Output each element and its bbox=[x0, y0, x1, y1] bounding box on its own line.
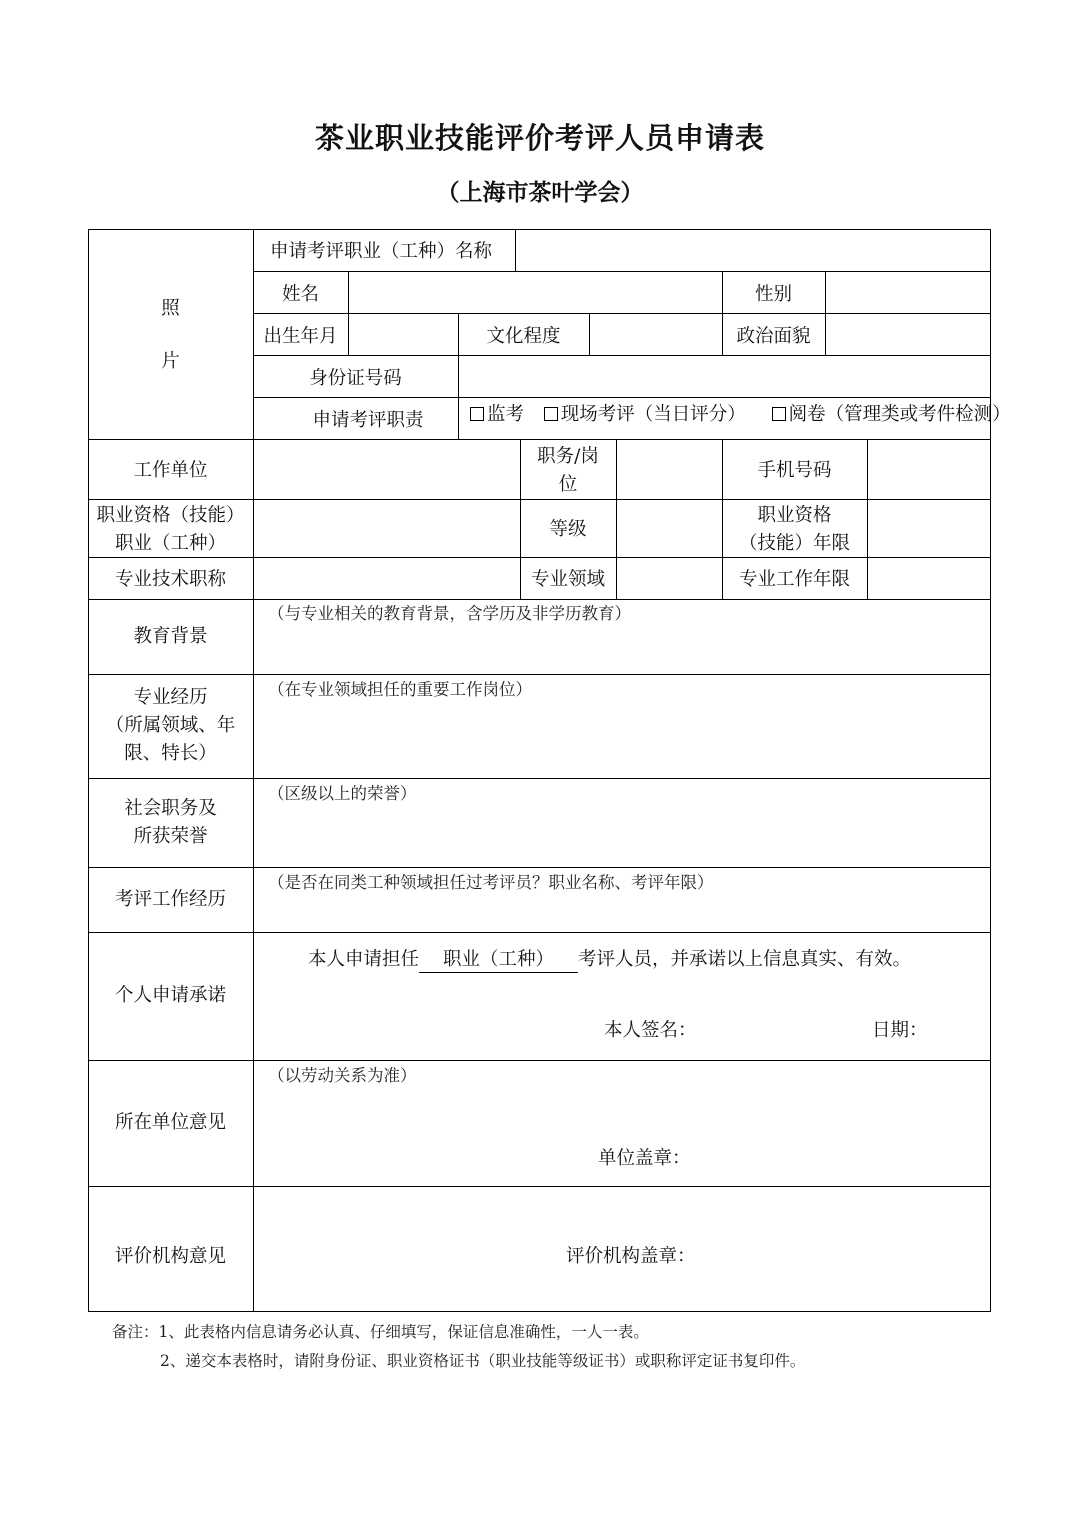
org-seal-label: 评价机构盖章： bbox=[566, 1246, 696, 1267]
duty-invigilation-checkbox[interactable]: 监考 bbox=[470, 404, 524, 425]
grade-label: 等级 bbox=[549, 519, 587, 540]
experience-hint: （在专业领域担任的重要工作岗位） bbox=[268, 680, 532, 699]
qualification-label-2: 职业（工种） bbox=[114, 533, 226, 554]
education-background-field[interactable] bbox=[257, 628, 986, 670]
qualification-field[interactable] bbox=[257, 504, 516, 552]
assessment-experience-label: 考评工作经历 bbox=[114, 889, 226, 910]
photo-label: 照 bbox=[161, 298, 180, 319]
social-field[interactable] bbox=[257, 808, 986, 863]
page-subtitle: （上海市茶叶学会） bbox=[436, 180, 644, 206]
id-number-label: 身份证号码 bbox=[309, 368, 402, 389]
phone-field[interactable] bbox=[871, 444, 986, 494]
org-opinion-field[interactable] bbox=[257, 1191, 986, 1236]
position-label: 职务/岗 bbox=[537, 446, 599, 467]
field-label: 专业领域 bbox=[530, 569, 605, 590]
education-level-label: 文化程度 bbox=[486, 326, 561, 347]
gender-field[interactable] bbox=[830, 276, 986, 308]
unit-opinion-label: 所在单位意见 bbox=[114, 1112, 226, 1133]
checkbox-icon bbox=[544, 407, 558, 421]
experience-label: 专业经历 bbox=[133, 687, 208, 708]
experience-label-3: 限、特长） bbox=[124, 743, 217, 764]
qualification-years-label: 职业资格 bbox=[757, 505, 832, 526]
position-label-2: 位 bbox=[558, 474, 578, 495]
work-unit-field[interactable] bbox=[257, 444, 516, 494]
social-hint: （区级以上的荣誉） bbox=[268, 784, 417, 803]
birth-label: 出生年月 bbox=[263, 326, 338, 347]
grade-field[interactable] bbox=[620, 504, 718, 552]
qualification-years-field[interactable] bbox=[871, 504, 986, 552]
phone-label: 手机号码 bbox=[757, 460, 832, 481]
tech-title-label: 专业技术职称 bbox=[114, 569, 226, 590]
occupation-name-field[interactable] bbox=[520, 236, 986, 268]
duty-label: 申请考评职责 bbox=[312, 410, 424, 431]
duty-options bbox=[470, 401, 1011, 429]
signature-field[interactable] bbox=[696, 1014, 856, 1046]
tech-title-field[interactable] bbox=[257, 562, 516, 594]
footnote-1: 备注：1、此表格内信息请务必认真、仔细填写，保证信息准确性，一人一表。 bbox=[112, 1323, 649, 1341]
duty-onsite-checkbox[interactable]: 现场考评（当日评分） bbox=[544, 404, 746, 425]
promise-statement: 本人申请担任 职业（工种） 考评人员，并承诺以上信息真实、有效。 bbox=[308, 946, 911, 974]
education-background-hint: （与专业相关的教育背景，含学历及非学历教育） bbox=[268, 604, 631, 623]
org-opinion-label: 评价机构意见 bbox=[114, 1246, 226, 1267]
occupation-name-label: 申请考评职业（工种）名称 bbox=[270, 241, 493, 262]
experience-field[interactable] bbox=[257, 704, 986, 774]
education-background-label: 教育背景 bbox=[133, 626, 208, 647]
date-label: 日期： bbox=[872, 1020, 928, 1041]
social-label-2: 所获荣誉 bbox=[133, 826, 208, 847]
qualification-label: 职业资格（技能） bbox=[96, 505, 245, 526]
id-number-field[interactable] bbox=[462, 360, 986, 392]
field-field[interactable] bbox=[620, 562, 718, 594]
checkbox-icon bbox=[470, 407, 484, 421]
name-field[interactable] bbox=[352, 276, 718, 308]
birth-field[interactable] bbox=[352, 318, 454, 350]
gender-label: 性别 bbox=[754, 284, 792, 305]
photo-label-2: 片 bbox=[161, 351, 180, 372]
unit-opinion-field[interactable] bbox=[257, 1090, 986, 1140]
signature-label: 本人签名： bbox=[604, 1020, 697, 1041]
name-label: 姓名 bbox=[281, 284, 319, 305]
political-field[interactable] bbox=[830, 318, 986, 350]
assessment-experience-field[interactable] bbox=[257, 897, 986, 928]
experience-label-2: （所属领域、年 bbox=[105, 715, 236, 736]
checkbox-icon bbox=[772, 407, 786, 421]
work-unit-label: 工作单位 bbox=[133, 460, 208, 481]
qualification-years-label-2: （技能）年限 bbox=[738, 533, 850, 554]
work-years-label: 专业工作年限 bbox=[738, 569, 850, 590]
promise-occupation-fill[interactable]: 职业（工种） bbox=[419, 948, 578, 973]
position-field[interactable] bbox=[620, 444, 718, 494]
work-years-field[interactable] bbox=[871, 562, 986, 594]
date-field[interactable] bbox=[924, 1014, 986, 1046]
page-title: 茶业职业技能评价考评人员申请表 bbox=[314, 121, 765, 155]
footnote-2: 2、递交本表格时，请附身份证、职业资格证书（职业技能等级证书）或职称评定证书复印件。 bbox=[160, 1352, 806, 1370]
unit-opinion-hint: （以劳动关系为准） bbox=[268, 1066, 417, 1085]
unit-seal-label: 单位盖章： bbox=[598, 1148, 691, 1169]
assessment-experience-hint: （是否在同类工种领域担任过考评员？职业名称、考评年限） bbox=[268, 873, 714, 892]
political-label: 政治面貌 bbox=[736, 326, 811, 347]
duty-marking-checkbox[interactable]: 阅卷（管理类或考件检测） bbox=[772, 404, 1011, 425]
promise-label: 个人申请承诺 bbox=[114, 985, 226, 1006]
social-label: 社会职务及 bbox=[124, 798, 217, 819]
education-level-field[interactable] bbox=[593, 318, 718, 350]
